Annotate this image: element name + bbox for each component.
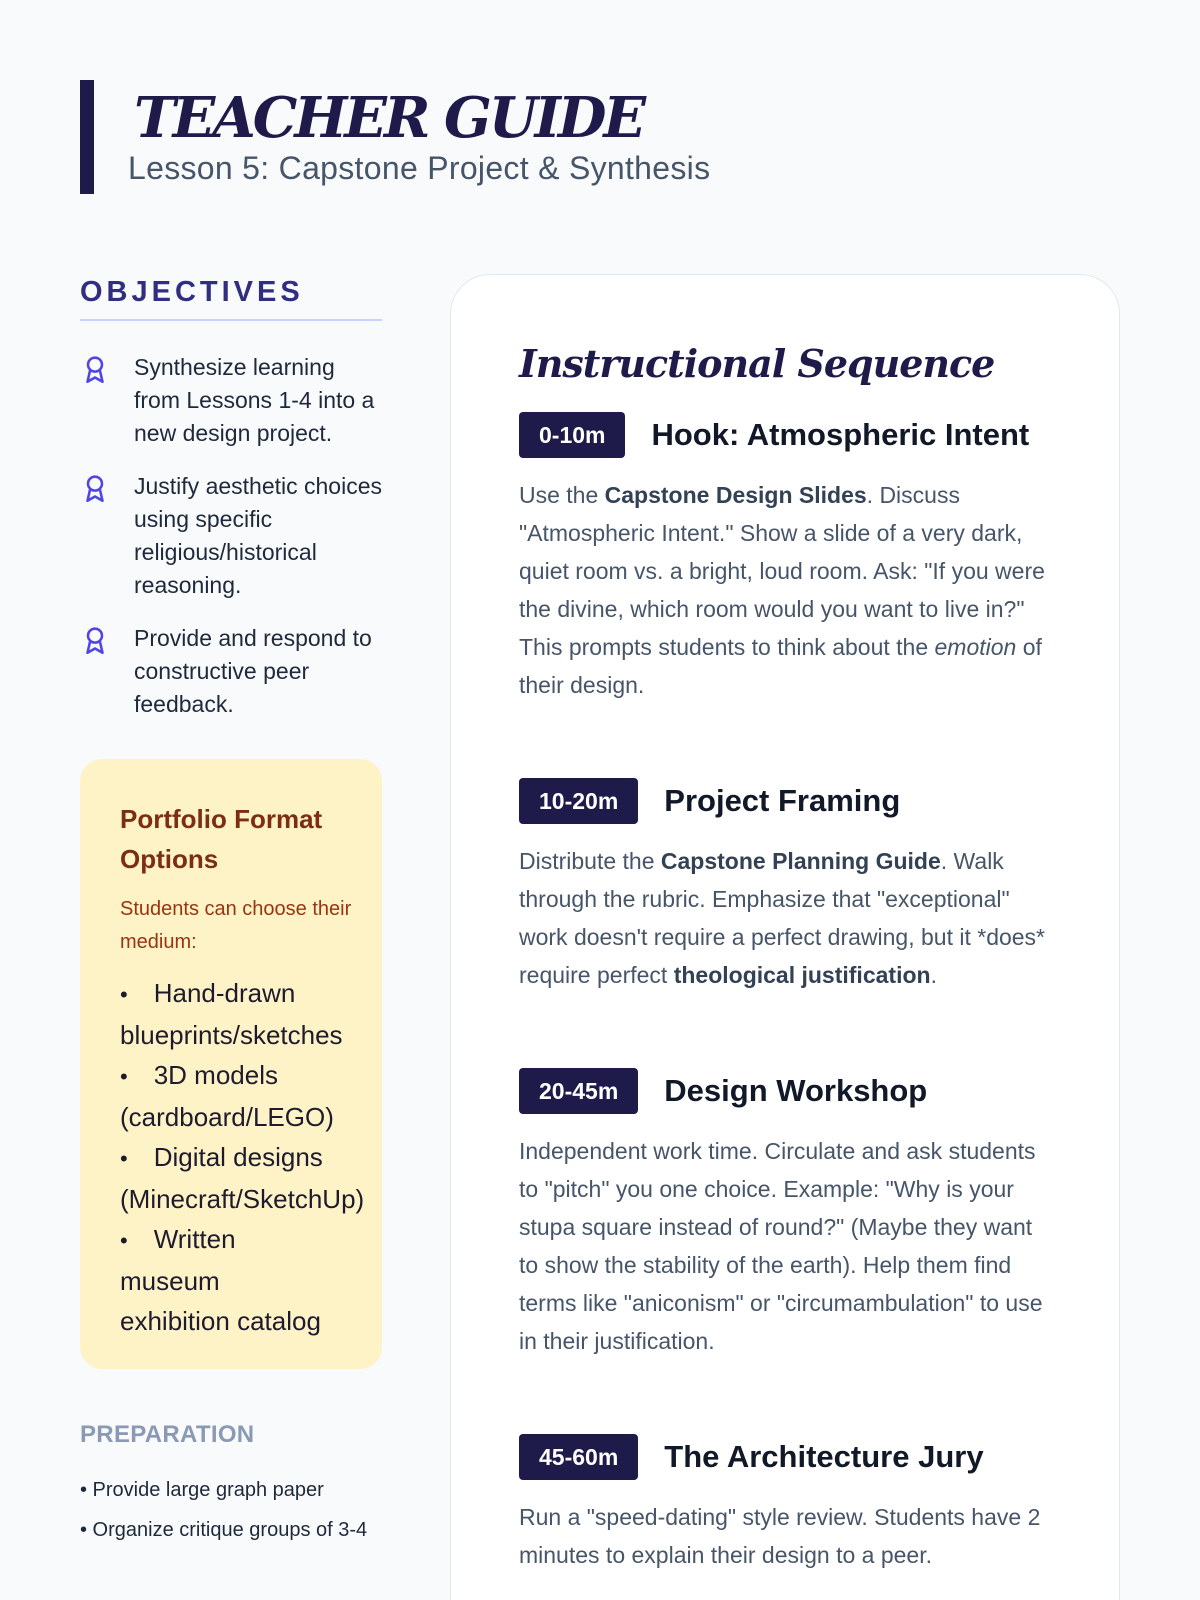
time-badge: 20-45m (519, 1068, 638, 1114)
sequence-step (519, 412, 1051, 704)
step-body: Run a "speed-dating" style review. Students have 2 minutes to explain their design to a peer. (519, 1504, 1041, 1568)
portfolio-item: • Digital designs (Minecraft/SketchUp) (120, 1137, 400, 1219)
time-badge: 45-60m (519, 1434, 638, 1480)
portfolio-item: • Written museum exhibition catalog (120, 1219, 400, 1341)
preparation-list (80, 1477, 370, 1543)
portfolio-item: • 3D models (cardboard/LEGO) (120, 1055, 400, 1137)
instructional-sequence-card (450, 274, 1120, 1600)
page-title: TEACHER GUIDE (134, 85, 644, 151)
portfolio-callout (80, 759, 382, 1369)
objective-text: Justify aesthetic choices using specific religious/historical reasoning. (134, 473, 383, 598)
sequence-step (519, 1068, 1051, 1360)
portfolio-title: Portfolio Format Options (120, 804, 323, 874)
header-accent-bar (80, 80, 94, 194)
sequence-title: Instructional Sequence (519, 341, 995, 386)
portfolio-subtitle: Students can choose their medium: (120, 898, 352, 953)
page-header (80, 80, 710, 194)
step-title: Project Framing (664, 783, 901, 818)
sidebar (80, 276, 382, 1557)
step-title: Hook: Atmospheric Intent (651, 417, 1030, 452)
objectives-list (80, 351, 382, 721)
preparation-item: • Provide large graph paper (80, 1479, 324, 1501)
step-body: Distribute the Capstone Planning Guide. Walk through the rubric. Emphasize that "exceptional" work doesn't require a perfect drawing, but it *does* require perfect theological justification. (519, 848, 1046, 988)
step-title: The Architecture Jury (664, 1439, 984, 1474)
objectives-heading: OBJECTIVES (80, 276, 382, 321)
sequence-step (519, 1434, 1051, 1574)
time-badge: 10-20m (519, 778, 638, 824)
award-ribbon-icon (82, 626, 108, 656)
step-body: Use the Capstone Design Slides. Discuss "Atmospheric Intent." Show a slide of a very dark, quiet room vs. a bright, loud room. Ask: "If you were the divine, which room would you want to live in?" This prompts students to think about the emotion of their design. (519, 482, 1045, 698)
objective-item (80, 351, 382, 450)
step-body: Independent work time. Circulate and ask students to "pitch" you one choice. Example: "Why is your stupa square instead of round?" (Maybe they want to show the stability of the earth). Help them find terms like "aniconism" or "circumambulation" to use in their justification. (519, 1138, 1043, 1354)
objective-text: Synthesize learning from Lessons 1-4 into a new design project. (134, 354, 375, 446)
sequence-step (519, 778, 1051, 994)
objective-item (80, 470, 382, 602)
portfolio-list (120, 973, 400, 1341)
preparation-heading: PREPARATION (80, 1421, 255, 1448)
award-ribbon-icon (82, 474, 108, 504)
portfolio-item: • Hand-drawn blueprints/sketches (120, 973, 400, 1055)
page-subtitle: Lesson 5: Capstone Project & Synthesis (128, 150, 711, 186)
time-badge: 0-10m (519, 412, 625, 458)
step-title: Design Workshop (664, 1073, 928, 1108)
award-ribbon-icon (82, 355, 108, 385)
objective-item (80, 622, 382, 721)
preparation-item: • Organize critique groups of 3-4 (80, 1519, 368, 1541)
objective-text: Provide and respond to constructive peer feedback. (134, 625, 372, 717)
